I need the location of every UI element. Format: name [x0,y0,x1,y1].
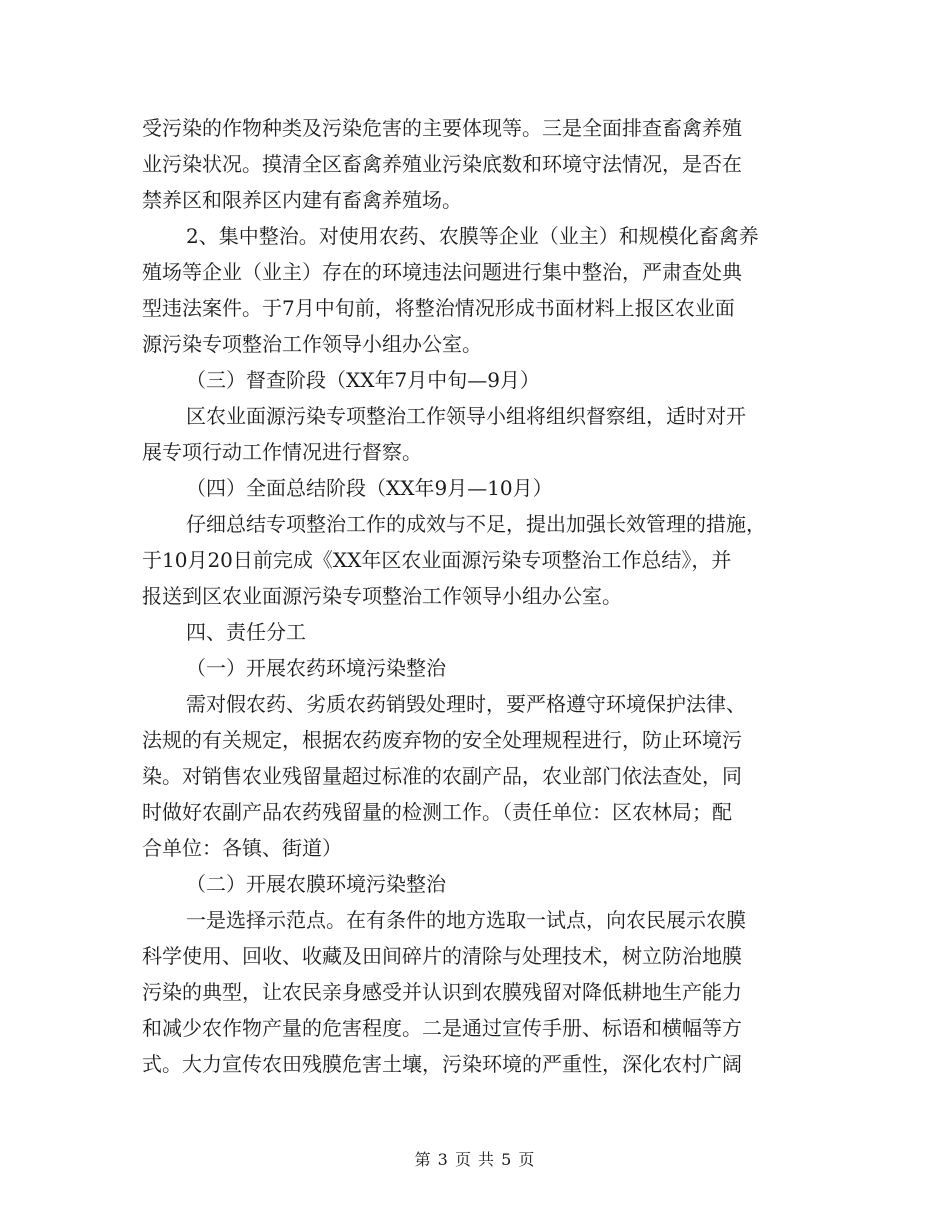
text-line: 殖场等企业（业主）存在的环境违法问题进行集中整治，严肃查处典 [142,260,742,284]
text-line: 于10月20日前完成《XX年区农业面源污染专项整治工作总结》，并 [142,548,732,572]
text-line: 和减少农作物产量的危害程度。二是通过宣传手册、标语和横幅等方 [142,1016,742,1040]
text-line: 业污染状况。摸清全区畜禽养殖业污染底数和环境守法情况，是否在 [142,152,742,176]
document-body [142,110,812,1082]
section-heading: （三）督查阶段（XX年7月中旬—9月） [186,368,540,392]
text-line: 2、集中整治。对使用农药、农膜等企业（业主）和规模化畜禽养 [186,224,759,248]
text-line: 区农业面源污染专项整治工作领导小组将组织督察组，适时对开 [186,404,746,428]
text-line: 仔细总结专项整治工作的成效与不足，提出加强长效管理的措施， [186,512,766,536]
text-line: 受污染的作物种类及污染危害的主要体现等。三是全面排查畜禽养殖 [142,116,742,140]
text-line: 染。对销售农业残留量超过标准的农副产品，农业部门依法查处，同 [142,764,742,788]
text-line: 时做好农副产品农药残留量的检测工作。（责任单位：区农林局；配 [142,800,732,824]
section-heading: 四、责任分工 [186,620,306,644]
page-number-footer: 第 3 页 共 5 页 [414,1150,536,1169]
text-line: 一是选择示范点。在有条件的地方选取一试点，向农民展示农膜 [186,908,746,932]
text-line: 污染的典型，让农民亲身感受并认识到农膜残留对降低耕地生产能力 [142,980,742,1004]
text-line: 科学使用、回收、收藏及田间碎片的清除与处理技术，树立防治地膜 [142,944,742,968]
text-line: 需对假农药、劣质农药销毁处理时，要严格遵守环境保护法律、 [186,692,746,716]
text-line: 型违法案件。于7月中旬前，将整治情况形成书面材料上报区农业面 [142,296,735,320]
section-heading: （二）开展农膜环境污染整治 [186,872,446,896]
text-line: 展专项行动工作情况进行督察。 [142,440,422,464]
text-line: 合单位：各镇、街道） [142,836,342,860]
text-line: 源污染专项整治工作领导小组办公室。 [142,332,482,356]
text-line: 法规的有关规定，根据农药废弃物的安全处理规程进行，防止环境污 [142,728,742,752]
section-heading: （一）开展农药环境污染整治 [186,656,446,680]
text-line: 式。大力宣传农田残膜危害土壤，污染环境的严重性，深化农村广阔 [142,1052,742,1076]
text-line: 报送到区农业面源污染专项整治工作领导小组办公室。 [142,584,622,608]
section-heading: （四）全面总结阶段（XX年9月—10月） [186,476,553,500]
text-line: 禁养区和限养区内建有畜禽养殖场。 [142,188,462,212]
